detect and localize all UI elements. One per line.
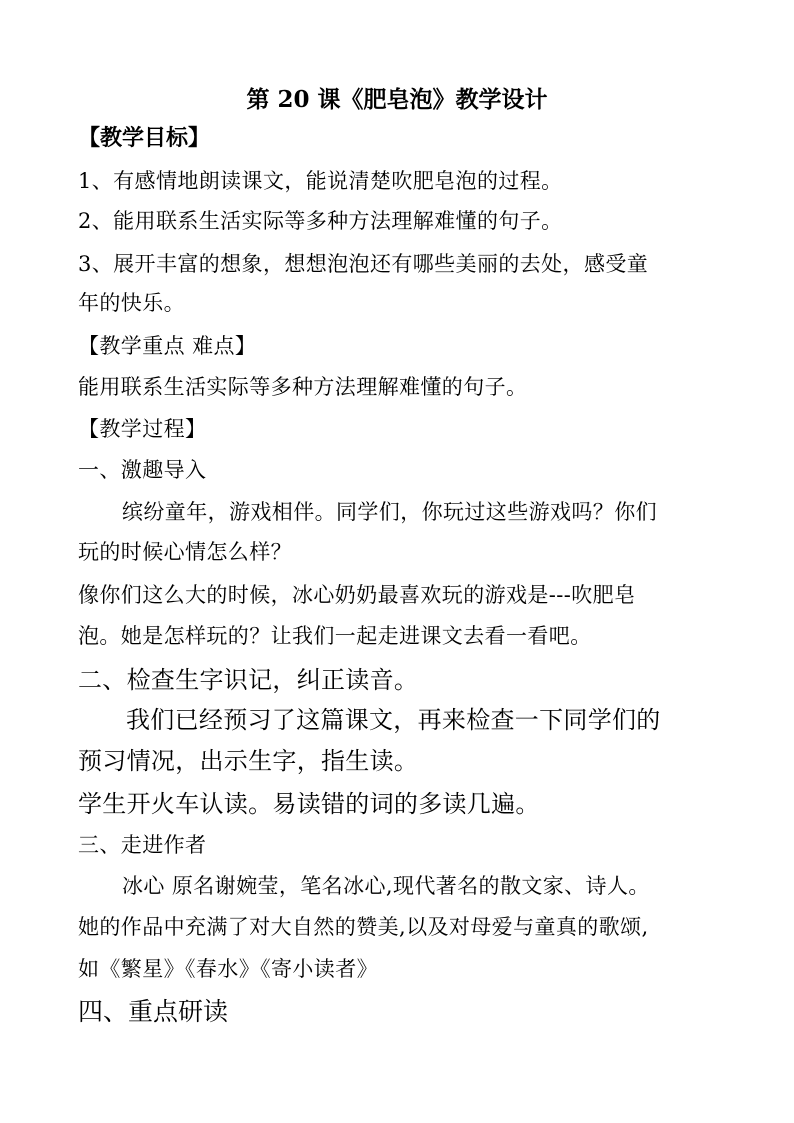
objective-item-2: 2、能用联系生活实际等多种方法理解难懂的句子。 bbox=[78, 209, 563, 233]
section3-heading: 三、走进作者 bbox=[78, 833, 207, 857]
section2-line-1: 我们已经预习了这篇课文，再来检查一下同学们的 bbox=[126, 706, 661, 734]
section3-line-3: 如《繁星》《春水》《寄小读者》 bbox=[78, 957, 378, 981]
section2-line-3: 学生开火车认读。易读错的词的多读几遍。 bbox=[78, 790, 540, 818]
process-heading: 【教学过程】 bbox=[78, 417, 207, 441]
focus-heading: 【教学重点 难点】 bbox=[78, 334, 257, 358]
section3-line-1: 冰心 原名谢婉莹，笔名冰心,现代著名的散文家、诗人。 bbox=[122, 874, 650, 898]
section1-line-1: 缤纷童年，游戏相伴。同学们，你玩过这些游戏吗？你们 bbox=[122, 500, 657, 524]
focus-text: 能用联系生活实际等多种方法理解难懂的句子。 bbox=[78, 375, 528, 399]
document-title: 第 20 课《肥皂泡》教学设计 bbox=[246, 86, 548, 113]
section2-heading: 二、检查生字识记，纠正读音。 bbox=[78, 666, 419, 694]
section1-line-3: 像你们这么大的时候，冰心奶奶最喜欢玩的游戏是---吹肥皂 bbox=[78, 583, 636, 607]
section2-line-2: 预习情况，出示生字，指生读。 bbox=[78, 747, 419, 775]
section4-heading: 四、重点研读 bbox=[78, 997, 229, 1026]
section3-line-2: 她的作品中充满了对大自然的赞美,以及对母爱与童真的歌颂, bbox=[78, 915, 649, 939]
objective-item-1: 1、有感情地朗读课文，能说清楚吹肥皂泡的过程。 bbox=[78, 169, 563, 193]
objectives-heading: 【教学目标】 bbox=[78, 125, 211, 151]
section1-heading: 一、激趣导入 bbox=[78, 458, 207, 482]
objective-item-3-continued: 年的快乐。 bbox=[78, 291, 185, 315]
section1-line-2: 玩的时候心情怎么样？ bbox=[78, 540, 292, 564]
objective-item-3: 3、展开丰富的想象，想想泡泡还有哪些美丽的去处，感受童 bbox=[78, 252, 649, 276]
section1-line-4: 泡。她是怎样玩的？让我们一起走进课文去看一看吧。 bbox=[78, 624, 592, 648]
